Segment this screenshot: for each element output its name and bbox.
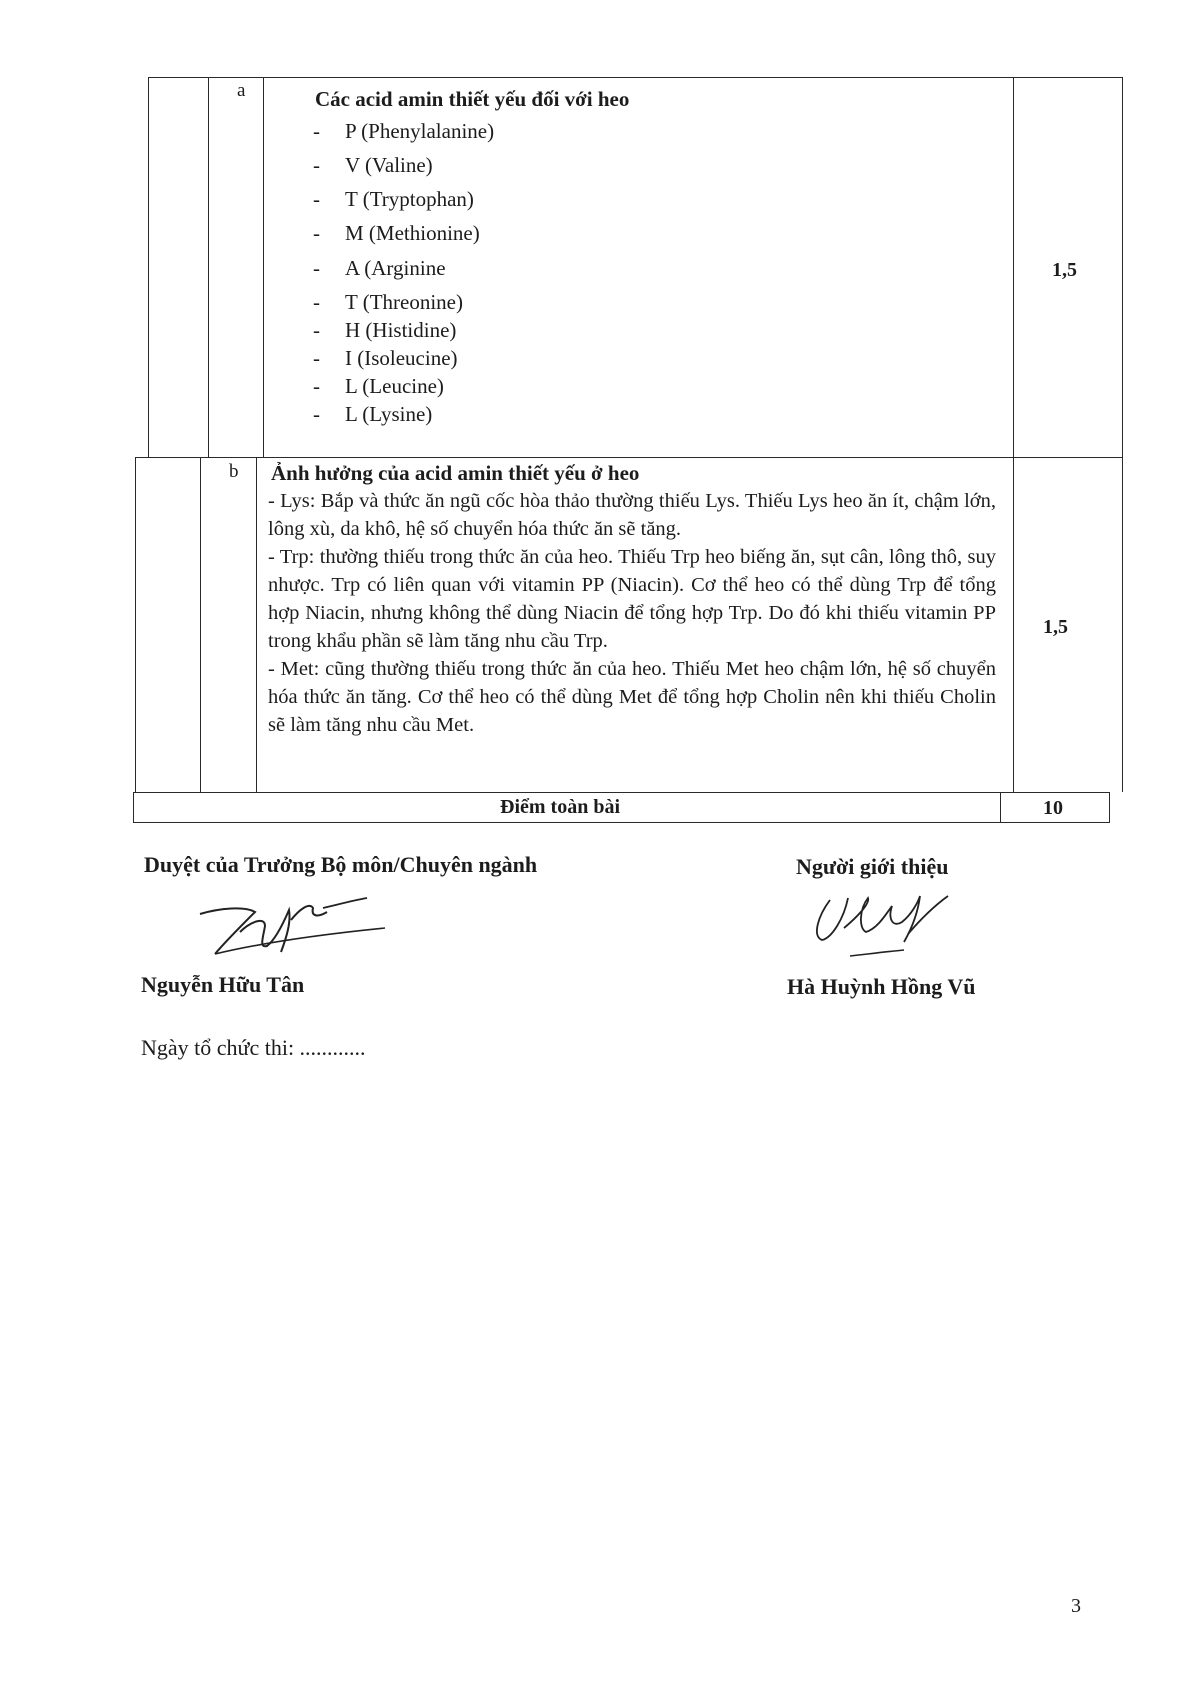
table-score-divider [1013, 77, 1014, 457]
table-right-border [1109, 792, 1110, 822]
total-score: 10 [1043, 797, 1063, 819]
list-item: - L (Leucine) [313, 374, 444, 398]
exam-date: Ngày tổ chức thi: ............ [141, 1035, 366, 1060]
row-divider [135, 457, 1123, 458]
list-item: - I (Isoleucine) [313, 346, 458, 370]
introducer-signature [808, 888, 958, 968]
page-number: 3 [1071, 1595, 1081, 1617]
table-bottom-border [133, 822, 1110, 823]
part-b-content [268, 487, 996, 739]
table-left-border [135, 457, 136, 792]
list-item: - P (Phenylalanine) [313, 119, 495, 143]
list-item: - T (Tryptophan) [313, 187, 474, 211]
table-score-divider [1013, 457, 1014, 792]
approver-name: Nguyễn Hữu Tân [141, 972, 305, 997]
introducer-title: Người giới thiệu [796, 854, 949, 879]
list-item: - H (Histidine) [313, 318, 457, 342]
list-item: - A (Arginine [313, 256, 446, 280]
paragraph-met: - Met: cũng thường thiếu trong thức ăn của heo. Thiếu Met heo chậm lớn, hệ số chuyển hóa thức ăn tăng. Cơ thể heo có thể dùng Met để tổng hợp Cholin nên khi thiếu Cholin sẽ làm tăng nhu cầu Met. [268, 658, 996, 736]
row-divider [133, 792, 1110, 793]
paragraph-lys: - Lys: Bắp và thức ăn ngũ cốc hòa thảo thường thiếu Lys. Thiếu Lys heo ăn ít, chậm lớn, lông xù, da khô, hệ số chuyển hóa thức ăn sẽ tăng. [268, 490, 996, 540]
part-a-heading: Các acid amin thiết yếu đối với heo [315, 87, 630, 111]
table-col-divider [200, 457, 201, 792]
total-label: Điểm toàn bài [500, 796, 620, 818]
table-top-border [148, 77, 1123, 78]
list-item: - M (Methionine) [313, 221, 480, 245]
part-a-score: 1,5 [1052, 259, 1077, 281]
list-item: - T (Threonine) [313, 290, 463, 314]
part-b-heading: Ảnh hưởng của acid amin thiết yếu ở heo [271, 461, 640, 485]
part-b-score: 1,5 [1043, 616, 1068, 638]
table-col-divider [263, 77, 264, 457]
table-score-divider [1000, 792, 1001, 822]
table-left-border [148, 77, 149, 457]
table-col-divider [208, 77, 209, 457]
list-item: - V (Valine) [313, 153, 433, 177]
table-col-divider [256, 457, 257, 792]
table-right-border [1122, 77, 1123, 457]
list-item: - L (Lysine) [313, 402, 433, 426]
part-label-a: a [237, 80, 246, 101]
approver-signature [195, 892, 395, 962]
table-left-border [133, 792, 134, 822]
paragraph-trp: - Trp: thường thiếu trong thức ăn của heo. Thiếu Trp heo biếng ăn, sụt cân, lông thô, suy nhược. Trp có liên quan với vitamin PP (Niacin). Cơ thể heo có thể dùng Trp để tổng hợp Niacin, nhưng không thể dùng Niacin để tổng hợp Trp. Do đó khi thiếu vitamin PP trong khẩu phần sẽ làm tăng nhu cầu Trp. [268, 546, 996, 652]
introducer-name: Hà Huỳnh Hồng Vũ [787, 974, 976, 999]
part-label-b: b [229, 461, 239, 482]
table-right-border [1122, 457, 1123, 792]
approver-title: Duyệt của Trưởng Bộ môn/Chuyên ngành [144, 852, 538, 877]
